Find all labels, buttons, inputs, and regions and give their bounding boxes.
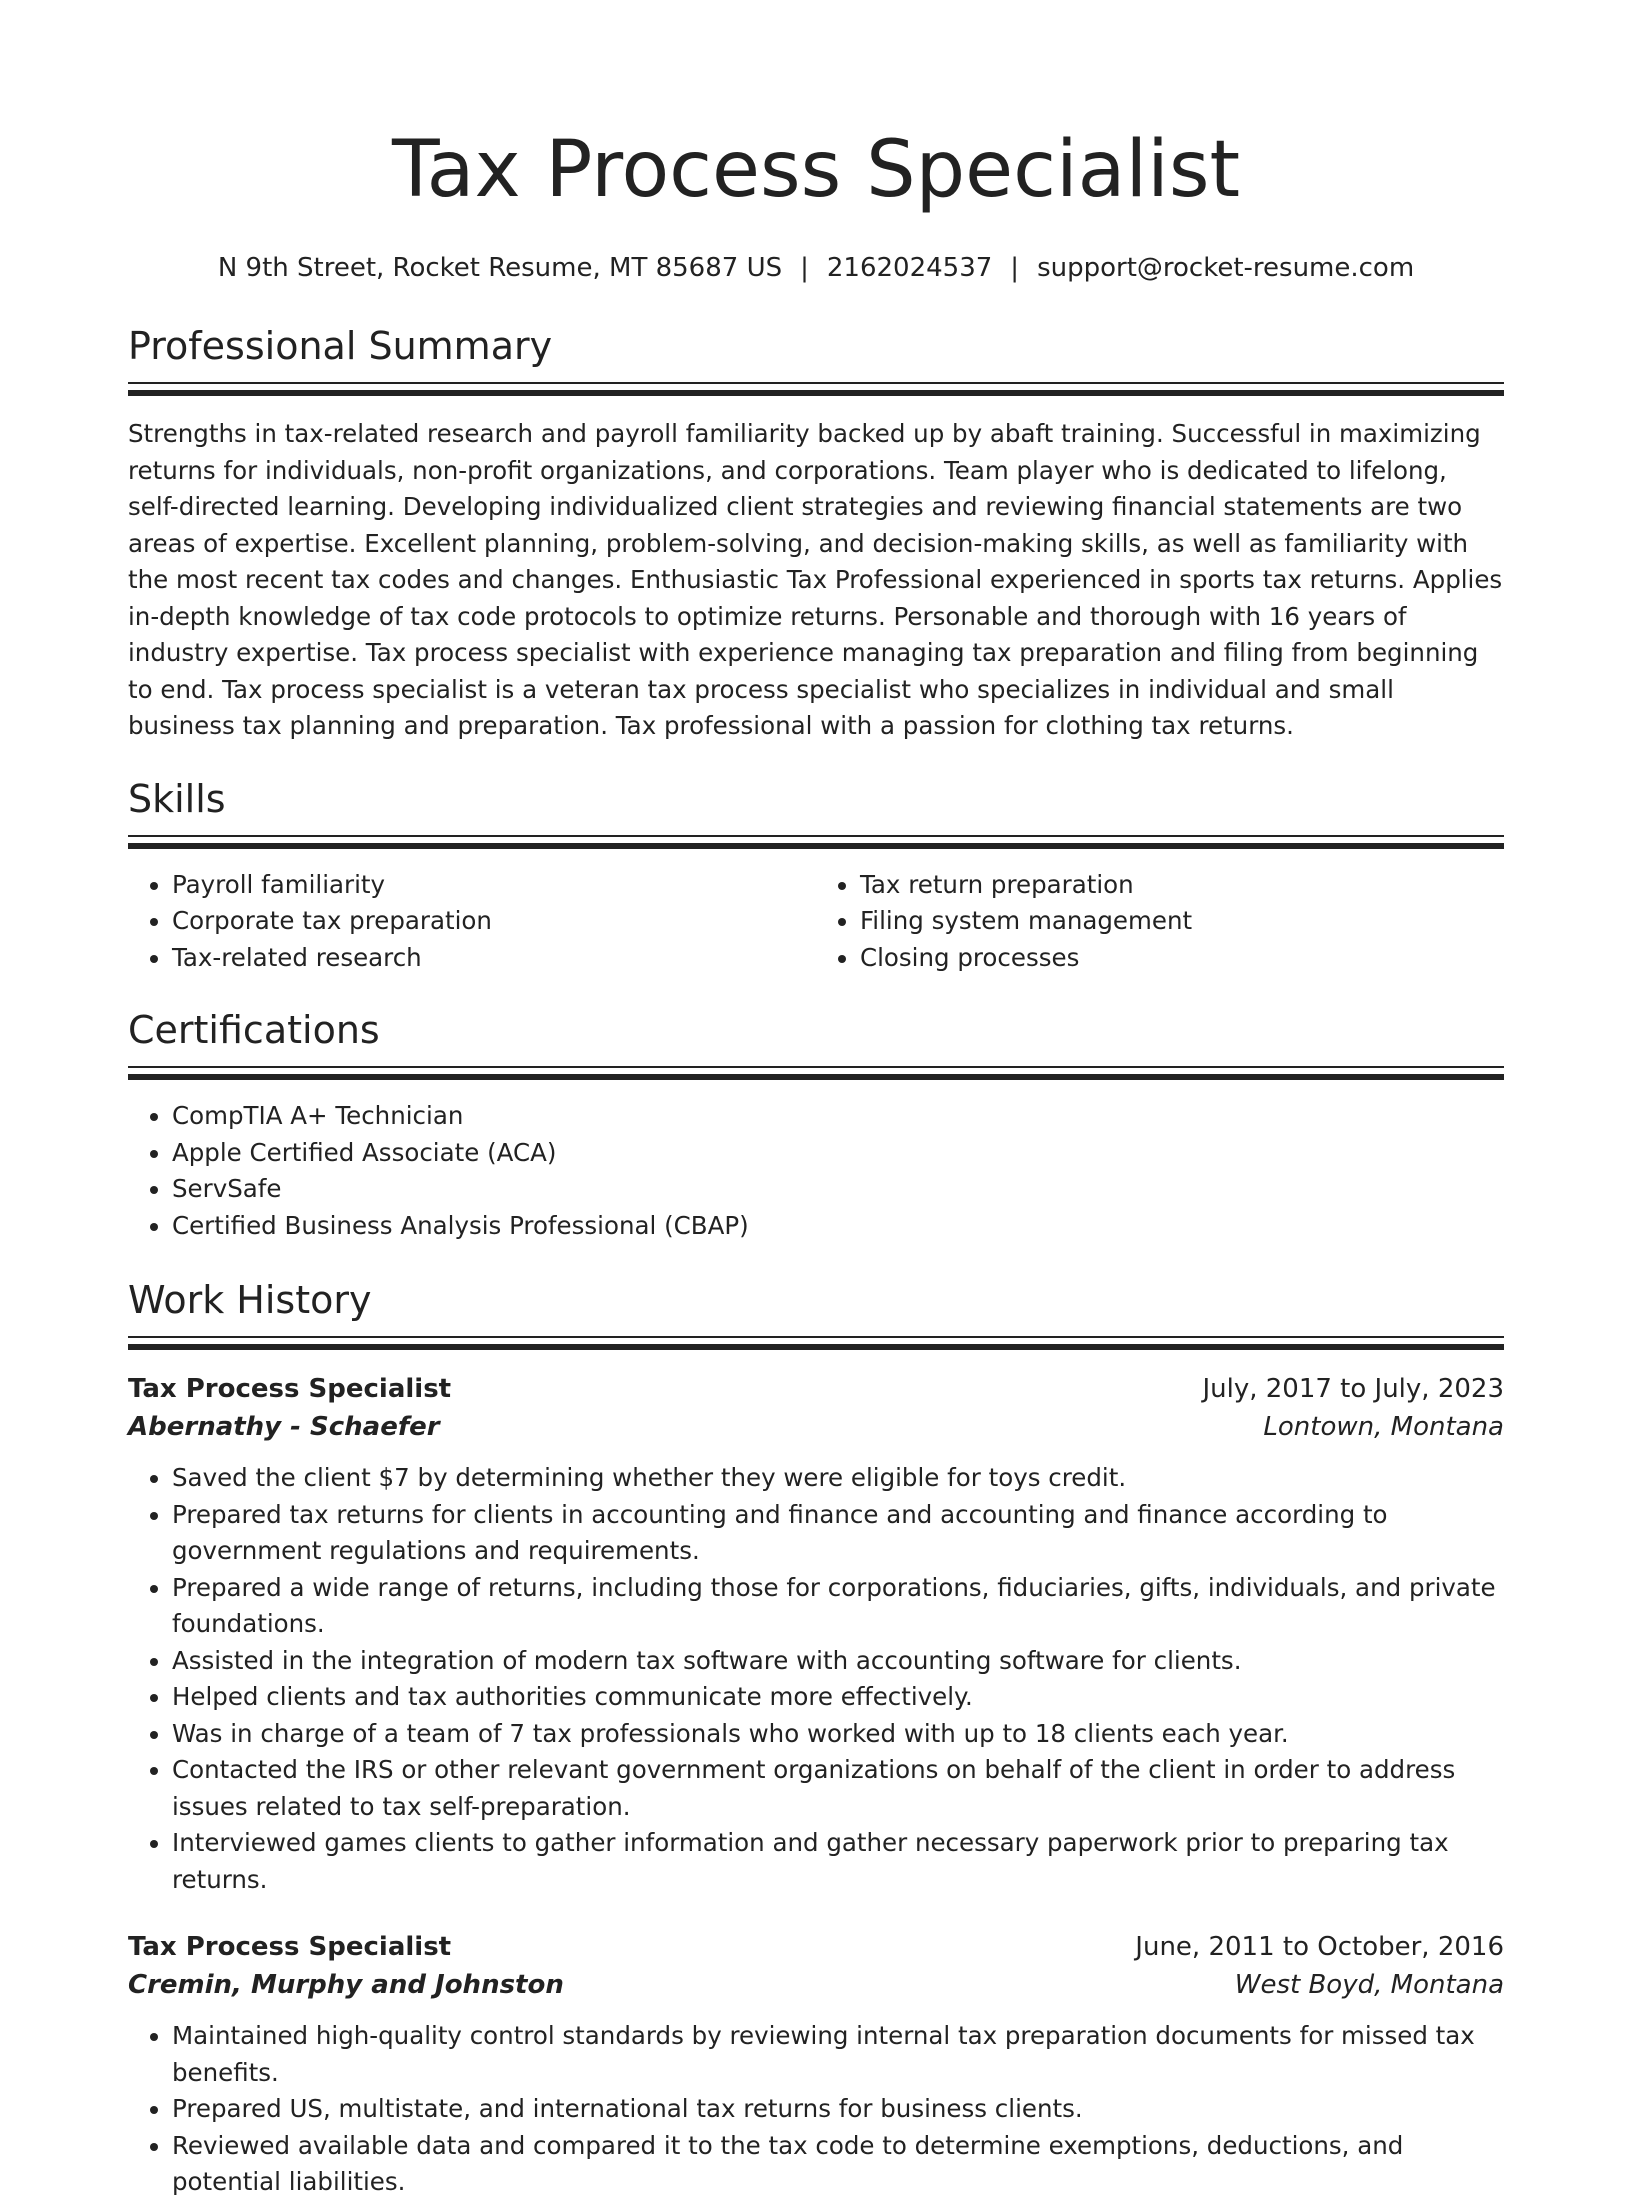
skills-list-left xyxy=(128,867,816,977)
skills-list-right xyxy=(816,867,1504,977)
job-bullet: • Reviewed available data and compared it to the tax code to determine exemptions, deductions, and potential liabilities. xyxy=(172,2128,1504,2201)
certifications-heading: Certifications xyxy=(128,1008,380,1052)
contact-line xyxy=(128,250,1504,286)
job-title: Tax Process Specialist xyxy=(128,1932,452,1962)
job-location: Lontown, Montana xyxy=(1263,1412,1504,1442)
job-entry xyxy=(128,1928,1504,2201)
work-history-section xyxy=(128,1274,1504,2201)
skill-item: • Filing system management xyxy=(860,903,1504,940)
contact-separator: | xyxy=(800,253,809,283)
job-dates: June, 2011 to October, 2016 xyxy=(1135,1932,1504,1962)
skill-item: • Payroll familiarity xyxy=(172,867,816,904)
section-divider xyxy=(128,382,1504,390)
certification-item: • CompTIA A+ Technician xyxy=(172,1098,1504,1135)
job-dates: July, 2017 to July, 2023 xyxy=(1202,1374,1504,1404)
job-entry xyxy=(128,1370,1504,1898)
skills-section xyxy=(128,773,1504,977)
certifications-list xyxy=(128,1098,1504,1244)
contact-address: N 9th Street, Rocket Resume, MT 85687 US xyxy=(217,253,783,283)
section-divider xyxy=(128,1066,1504,1074)
job-bullet: • Assisted in the integration of modern tax software with accounting software for clients. xyxy=(172,1643,1504,1680)
work-history-heading: Work History xyxy=(128,1278,372,1322)
job-bullet: • Saved the client $7 by determining whether they were eligible for toys credit. xyxy=(172,1460,1504,1497)
job-location: West Boyd, Montana xyxy=(1234,1970,1504,2000)
skill-item: • Corporate tax preparation xyxy=(172,903,816,940)
job-company: Cremin, Murphy and Johnston xyxy=(128,1970,564,2000)
skill-item: • Tax-related research xyxy=(172,940,816,977)
job-bullet: • Prepared US, multistate, and international tax returns for business clients. xyxy=(172,2091,1504,2128)
summary-section xyxy=(128,320,1504,745)
job-bullet: • Interviewed games clients to gather information and gather necessary paperwork prior to preparing tax returns. xyxy=(172,1825,1504,1898)
contact-phone: 2162024537 xyxy=(826,253,993,283)
skill-item: • Tax return preparation xyxy=(860,867,1504,904)
job-bullet: • Prepared a wide range of returns, including those for corporations, fiduciaries, gifts, individuals, and private foundations. xyxy=(172,1570,1504,1643)
job-title: Tax Process Specialist xyxy=(128,1374,452,1404)
job-bullet: • Prepared tax returns for clients in accounting and finance and accounting and finance according to government regulations and requirements. xyxy=(172,1497,1504,1570)
contact-separator: | xyxy=(1010,253,1020,283)
certification-item: • Apple Certified Associate (ACA) xyxy=(172,1135,1504,1172)
certifications-section xyxy=(128,1004,1504,1244)
job-bullet-list xyxy=(128,2018,1504,2201)
job-bullet: • Contacted the IRS or other relevant government organizations on behalf of the client in order to address issues related to tax self-preparation. xyxy=(172,1752,1504,1825)
contact-email[interactable]: support@rocket-resume.com xyxy=(1037,253,1415,283)
resume-name: Tax Process Specialist xyxy=(391,125,1241,215)
section-divider xyxy=(128,1336,1504,1344)
job-company: Abernathy - Schaefer xyxy=(128,1412,440,1442)
section-divider xyxy=(128,835,1504,843)
job-bullet-list xyxy=(128,1460,1504,1898)
job-bullet: • Helped clients and tax authorities communicate more effectively. xyxy=(172,1679,1504,1716)
job-bullet: • Maintained high-quality control standards by reviewing internal tax preparation documents for missed tax benefits. xyxy=(172,2018,1504,2091)
skills-heading: Skills xyxy=(128,776,226,821)
certification-item: • ServSafe xyxy=(172,1171,1504,1208)
skills-grid xyxy=(128,867,1504,977)
skill-item: • Closing processes xyxy=(860,940,1504,977)
summary-text: Strengths in tax-related research and payroll familiarity backed up by abaft training. Successful in maximizing returns for individuals, non-profit organizations, and corporations. Team player who is dedicated to lifelong, self-directed learning. Developing individualized client strategies and reviewing financial statements are two areas of expertise. Excellent planning, problem-solving, and decision-making skills, as well as familiarity with the most recent tax codes and changes. Enthusiastic Tax Professional experienced in sports tax returns. Applies in-depth knowledge of tax code protocols to optimize returns. Personable and thorough with 16 years of industry expertise. Tax process specialist with experience managing tax preparation and filing from beginning to end. Tax process specialist is a veteran tax process specialist who specializes in individual and small business tax planning and preparation. Tax professional with a passion for clothing tax returns. xyxy=(128,419,1503,740)
certification-item: • Certified Business Analysis Professional (CBAP) xyxy=(172,1208,1504,1245)
job-bullet: • Was in charge of a team of 7 tax professionals who worked with up to 18 clients each year. xyxy=(172,1716,1504,1753)
summary-heading: Professional Summary xyxy=(128,324,553,368)
